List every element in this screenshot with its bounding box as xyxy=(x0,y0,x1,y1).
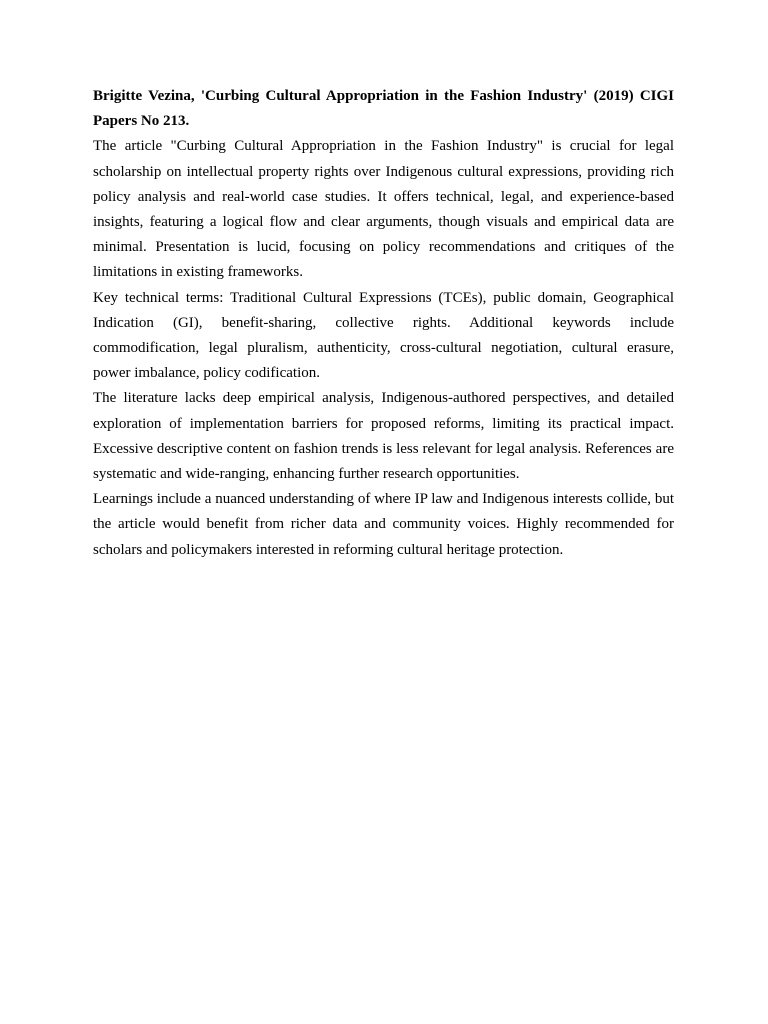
paragraph-summary: The article "Curbing Cultural Appropriation in the Fashion Industry" is crucial for legal scholarship on intellectual property rights over Indigenous cultural expressions, providing rich policy analysis and real-world case studies. It offers technical, legal, and experience-based insights, featuring a logical flow and clear arguments, though visuals and empirical data are minimal. Presentation is lucid, focusing on policy recommendations and critiques of the limitations in existing frameworks. xyxy=(93,138,674,281)
paragraph-limitations: The literature lacks deep empirical analysis, Indigenous-authored perspectives, and detailed exploration of implementation barriers for proposed reforms, limiting its practical impact. Excessive descriptive content on fashion trends is less relevant for legal analysis. References are systematic and wide-ranging, enhancing further research opportunities. xyxy=(93,390,674,483)
citation-heading: Brigitte Vezina, 'Curbing Cultural Appropriation in the Fashion Industry' (2019) CIGI Papers No 213. xyxy=(93,88,674,130)
paragraph-learnings: Learnings include a nuanced understanding of where IP law and Indigenous interests collide, but the article would benefit from richer data and community voices. Highly recommended for scholars and policymakers interested in reforming cultural heritage protection. xyxy=(93,491,674,558)
paragraph-key-terms: Key technical terms: Traditional Cultural Expressions (TCEs), public domain, Geographical Indication (GI), benefit-sharing, collective rights. Additional keywords include commodification, legal pluralism, authenticity, cross-cultural negotiation, cultural erasure, power imbalance, policy codification. xyxy=(93,289,674,382)
document-page xyxy=(93,84,674,563)
